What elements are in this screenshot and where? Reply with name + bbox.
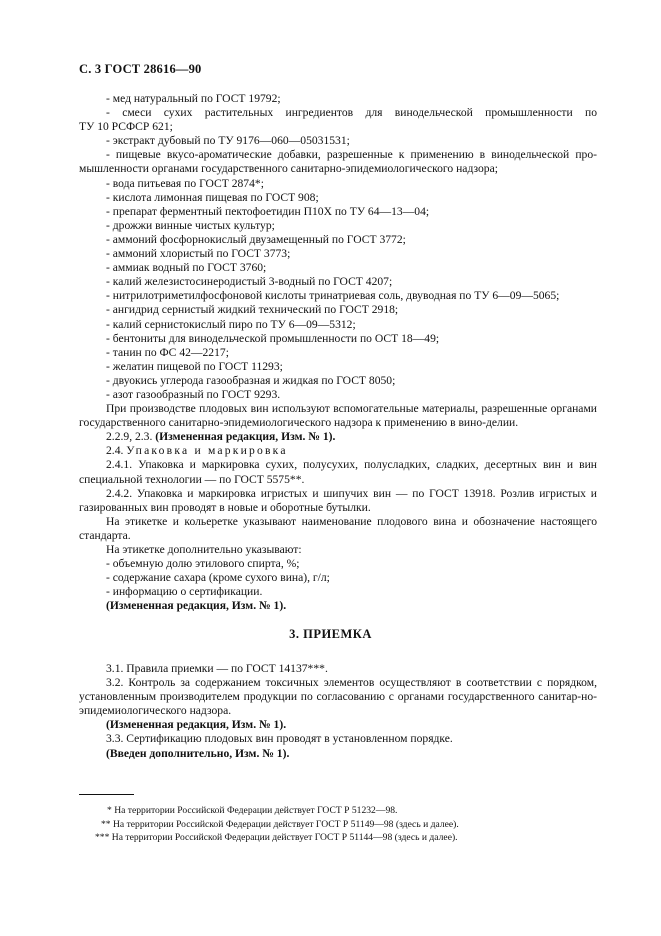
paragraph-32: 3.2. Контроль за содержанием токсичных элементов осуществляют в соответствии с порядком, установленным производителем продукции по согласованию с органами государственного санитар-но-эпидемиологического надзора. — [79, 676, 597, 718]
footnote: *** На территории Российской Федерации действует ГОСТ Р 51144—98 (здесь и далее). — [95, 832, 458, 844]
list-item: - экстракт дубовый по ТУ 9176—060—05031531; — [106, 134, 350, 148]
edition-note-prefix: 2.2.9, 2.3. — [106, 430, 156, 444]
paragraph-label-extra: На этикетке дополнительно указывают: — [106, 543, 302, 556]
paragraph-242: 2.4.2. Упаковка и маркировка игристых и шипучих вин — по ГОСТ 13918. Розлив игристых и газированных вин проводят в новые и оборотные бутылки. — [79, 486, 597, 514]
list-item: - ангидрид сернистый жидкий технический по ГОСТ 2918; — [106, 303, 399, 317]
paragraph-241: 2.4.1. Упаковка и маркировка сухих, полусухих, полусладких, сладких, десертных вин и вин специальной технологии — по ГОСТ 5575**. — [79, 458, 597, 486]
footnotes — [79, 804, 599, 845]
edition-note-24: (Измененная редакция, Изм. № 1). — [106, 599, 287, 613]
list-item: - двуокись углерода газообразная и жидкая по ГОСТ 8050; — [106, 373, 396, 387]
list-item: - аммоний фосфорнокислый двузамещенный по ГОСТ 3772; — [106, 232, 406, 246]
paragraph-31: 3.1. Правила приемки — по ГОСТ 14137***. — [106, 662, 328, 675]
heading-number: 2.4. — [106, 444, 127, 458]
edition-note-32: (Измененная редакция, Изм. № 1). — [106, 718, 287, 732]
paragraph-33: 3.3. Сертификацию плодовых вин проводят в установленном порядке. — [106, 732, 453, 746]
section-3-body — [79, 662, 597, 761]
body-text — [79, 92, 597, 613]
section-title: 3. ПРИЕМКА — [289, 627, 372, 641]
list-item: - информацию о сертификации. — [106, 585, 263, 599]
list-item: - бентониты для винодельческой промышленности по ОСТ 18—49; — [106, 331, 440, 345]
list-item: - мед натуральный по ГОСТ 19792; — [106, 92, 281, 105]
list-item: - кислота лимонная пищевая по ГОСТ 908; — [106, 190, 319, 204]
list-item: - препарат ферментный пектофоетидин П10Х по ТУ 64—13—04; — [106, 204, 430, 218]
list-item: - аммиак водный по ГОСТ 3760; — [106, 261, 267, 275]
paragraph-auxiliary-materials: При производстве плодовых вин используют вспомогательные материалы, разрешенные органами государственного санитарно-эпидемиологического надзора к применению в вино-делии. — [79, 402, 597, 430]
list-item: - танин по ФС 42—2217; — [106, 345, 229, 359]
list-item: - пищевые вкусо-ароматические добавки, разрешенные к применению в винодельческой про- — [106, 148, 597, 162]
heading-title: Упаковка и маркировка — [126, 444, 288, 458]
list-item: - аммоний хлористый по ГОСТ 3773; — [106, 247, 291, 261]
edition-note-229 — [79, 430, 597, 444]
footnote-divider — [79, 794, 134, 795]
paragraph-label: На этикетке и кольеретке указывают наименование плодового вина и обозначение настоящего стандарта. — [79, 514, 597, 542]
footnote: * На территории Российской Федерации действует ГОСТ Р 51232—98. — [107, 805, 398, 816]
section-heading-24 — [79, 444, 597, 458]
list-item: - калий железистосинеродистый 3-водный по ГОСТ 4207; — [106, 275, 393, 289]
page-header: С. 3 ГОСТ 28616—90 — [79, 62, 202, 76]
list-item: - нитрилотриметилфосфоновой кислоты тринатриевая соль, двуводная по ТУ 6—09—5065; — [106, 289, 560, 303]
list-item: - смеси сухих растительных ингредиентов для винодельческой промышленности по — [106, 106, 597, 120]
list-item: - желатин пищевой по ГОСТ 11293; — [106, 359, 283, 373]
edition-note-bold: (Измененная редакция, Изм. № 1). — [155, 430, 336, 444]
edition-note-33: (Введен дополнительно, Изм. № 1). — [106, 746, 290, 760]
list-item: - содержание сахара (кроме сухого вина), г/л; — [106, 571, 330, 585]
footnote: ** На территории Российской Федерации действует ГОСТ Р 51149—98 (здесь и далее). — [101, 818, 459, 830]
list-item: - вода питьевая по ГОСТ 2874*; — [106, 176, 264, 190]
list-item: - дрожжи винные чистых культур; — [106, 218, 275, 232]
list-item: - калий сернистокислый пиро по ТУ 6—09—5312; — [106, 317, 356, 331]
list-item-continuation: ТУ 10 РСФСР 621; — [79, 120, 173, 134]
list-item: - объемную долю этилового спирта, %; — [106, 557, 300, 571]
list-item: - азот газообразный по ГОСТ 9293. — [106, 387, 281, 401]
list-item-continuation: мышленности органами государственного санитарно-эпидемиологического надзора; — [79, 162, 498, 176]
